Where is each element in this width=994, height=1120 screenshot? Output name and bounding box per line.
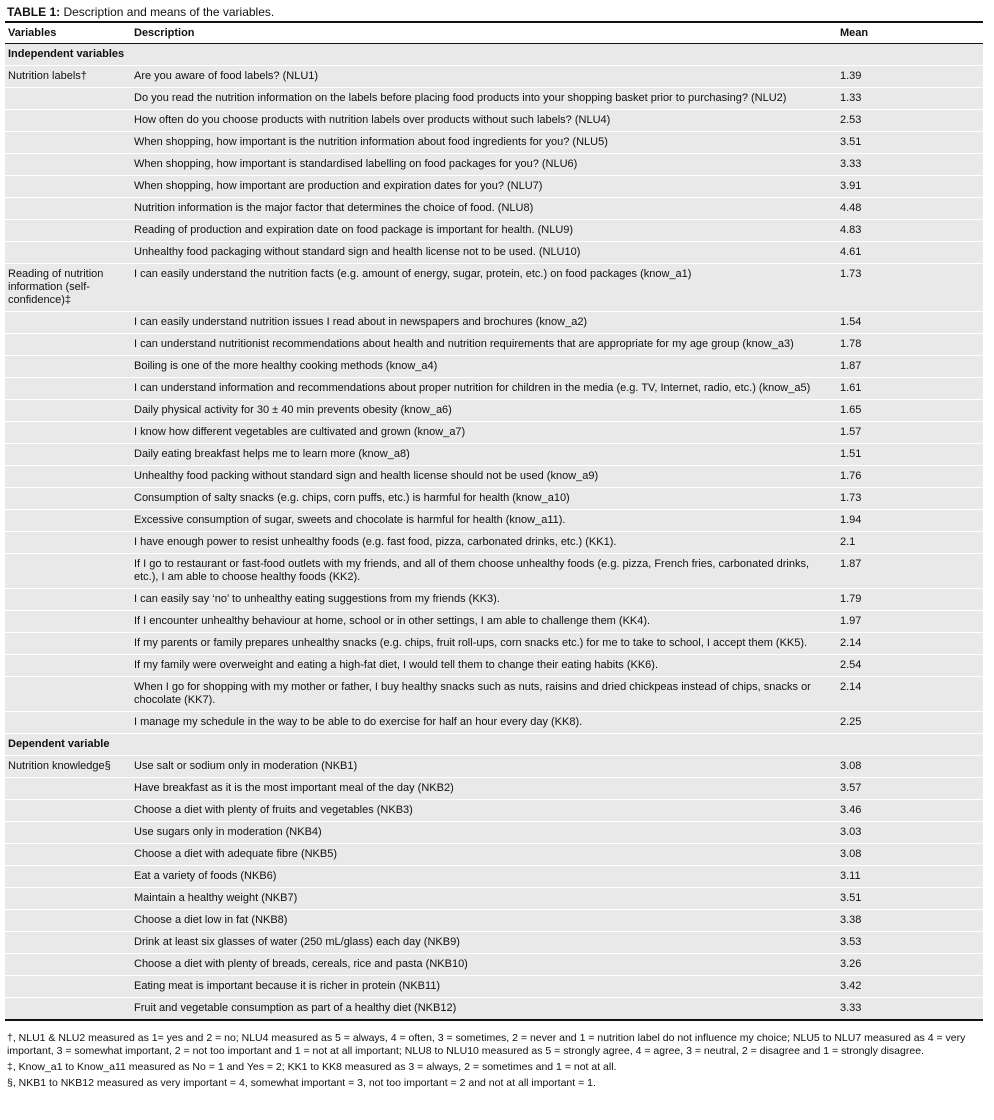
mean-cell: 2.1 (840, 536, 856, 548)
description-cell: If my parents or family prepares unhealthy snacks (e.g. chips, fruit roll-ups, corn snacks etc.) for me to take to school, I accept them (KK5). (134, 637, 808, 649)
description-cell: If my family were overweight and eating a high-fat diet, I would tell them to change their eating habits (KK6). (134, 659, 658, 671)
mean-cell: 1.57 (840, 426, 862, 438)
description-cell: Reading of production and expiration date on food package is important for health. (NLU9) (134, 224, 574, 236)
description-cell: I can easily understand the nutrition facts (e.g. amount of energy, sugar, protein, etc.) on food packages (know_a1) (134, 268, 692, 280)
variable-cell (5, 110, 131, 132)
variable-cell (5, 132, 131, 154)
table-row (5, 198, 983, 220)
variable-cell (5, 198, 131, 220)
table-row (5, 866, 983, 888)
table-row (5, 532, 983, 554)
description-cell: Unhealthy food packaging without standard sign and health license not to be used. (NLU10) (134, 246, 581, 258)
footnote-dagger: †, NLU1 & NLU2 measured as 1= yes and 2 = no; NLU4 measured as 5 = always, 4 = often, 3 = sometimes, 2 = never and 1 = nutrition label do not influence my choice; NLU5 to NLU7 measured as 4 = very important, 3 = somewhat important, 2 = not too important and 1 = not at all important; NLU8 to NLU10 measured as 5 = strongly agree, 4 = agree, 3 = neutral, 2 = disagree and 1 = strongly disagree. (7, 1032, 966, 1057)
mean-cell: 1.54 (840, 316, 862, 328)
table-row (5, 176, 983, 198)
description-cell: Nutrition information is the major factor that determines the choice of food. (NLU8) (134, 202, 534, 214)
table-row (5, 132, 983, 154)
variable-cell (5, 422, 131, 444)
table-row (5, 422, 983, 444)
mean-cell: 3.46 (840, 804, 862, 816)
mean-cell: 3.51 (840, 892, 862, 904)
table-row (5, 110, 983, 132)
variable-cell (5, 488, 131, 510)
description-cell: When shopping, how important is the nutrition information about food ingredients for you? (NLU5) (134, 136, 608, 148)
variable-cell (5, 220, 131, 242)
variable-cell (5, 312, 131, 334)
variable-cell (5, 800, 131, 822)
table-row (5, 510, 983, 532)
description-cell: Boiling is one of the more healthy cooking methods (know_a4) (134, 360, 438, 372)
description-cell: I have enough power to resist unhealthy foods (e.g. fast food, pizza, carbonated drinks, etc.) (KK1). (134, 536, 617, 548)
mean-cell: 1.61 (840, 382, 862, 394)
table-row (5, 589, 983, 611)
description-cell: Choose a diet with adequate fibre (NKB5) (134, 848, 338, 860)
table-row (5, 822, 983, 844)
table-row (5, 756, 983, 778)
description-cell: Eat a variety of foods (NKB6) (134, 870, 277, 882)
description-cell: Have breakfast as it is the most important meal of the day (NKB2) (134, 782, 454, 794)
mean-cell: 1.79 (840, 593, 862, 605)
description-cell: When shopping, how important are production and expiration dates for you? (NLU7) (134, 180, 543, 192)
table-row (5, 356, 983, 378)
table-row (5, 910, 983, 932)
mean-cell: 2.53 (840, 114, 862, 126)
table-row (5, 154, 983, 176)
mean-cell: 2.54 (840, 659, 862, 671)
variable-cell (5, 88, 131, 110)
description-cell: I can understand nutritionist recommendations about health and nutrition requirements that are appropriate for my age group (know_a3) (134, 338, 794, 350)
mean-cell: 3.33 (840, 1002, 862, 1014)
mean-cell: 1.39 (840, 70, 862, 82)
mean-cell: 2.14 (840, 681, 862, 693)
mean-cell: 4.83 (840, 224, 862, 236)
description-cell: Choose a diet with plenty of breads, cereals, rice and pasta (NKB10) (134, 958, 468, 970)
variable-cell (5, 778, 131, 800)
mean-cell: 3.57 (840, 782, 862, 794)
mean-cell: 1.33 (840, 92, 862, 104)
mean-cell: 4.48 (840, 202, 862, 214)
description-cell: If I encounter unhealthy behaviour at home, school or in other settings, I am able to challenge them (KK4). (134, 615, 651, 627)
mean-cell: 4.61 (840, 246, 862, 258)
mean-cell: 3.38 (840, 914, 862, 926)
mean-cell: 2.14 (840, 637, 862, 649)
description-cell: Do you read the nutrition information on the labels before placing food products into your shopping basket prior to purchasing? (NLU2) (134, 92, 787, 104)
description-cell: Excessive consumption of sugar, sweets and chocolate is harmful for health (know_a11). (134, 514, 566, 526)
description-cell: Choose a diet with plenty of fruits and vegetables (NKB3) (134, 804, 413, 816)
table-row (5, 888, 983, 910)
variable-cell (5, 532, 131, 554)
table-row (5, 932, 983, 954)
variable-cell (5, 444, 131, 466)
table-row (5, 378, 983, 400)
section-title: Independent variables (8, 48, 125, 60)
variable-cell (5, 510, 131, 532)
mean-cell: 2.25 (840, 716, 862, 728)
variable-cell (5, 910, 131, 932)
mean-cell: 3.08 (840, 760, 862, 772)
header-mean: Mean (822, 22, 983, 44)
description-cell: I can easily understand nutrition issues I read about in newspapers and brochures (know_a2) (134, 316, 588, 328)
table-row (5, 633, 983, 655)
description-cell: Daily eating breakfast helps me to learn more (know_a8) (134, 448, 410, 460)
caption-text: Description and means of the variables. (60, 5, 275, 19)
description-cell: When shopping, how important is standardised labelling on food packages for you? (NLU6) (134, 158, 578, 170)
table-row (5, 312, 983, 334)
mean-cell: 1.78 (840, 338, 862, 350)
header-variables: Variables (5, 22, 131, 44)
variable-cell (5, 611, 131, 633)
section-row (5, 734, 983, 756)
mean-cell: 1.76 (840, 470, 862, 482)
variable-cell (5, 822, 131, 844)
caption-label: TABLE 1: (7, 5, 61, 19)
table-row (5, 220, 983, 242)
footnote-double-dagger: ‡, Know_a1 to Know_a11 measured as No = 1 and Yes = 2; KK1 to KK8 measured as 3 = always, 2 = sometimes and 1 = not at all. (7, 1061, 617, 1073)
description-cell: Are you aware of food labels? (NLU1) (134, 70, 319, 82)
table-row (5, 655, 983, 677)
table-row (5, 954, 983, 976)
variable-cell (5, 712, 131, 734)
mean-cell: 3.03 (840, 826, 862, 838)
variable-cell (5, 356, 131, 378)
description-cell: Drink at least six glasses of water (250 mL/glass) each day (NKB9) (134, 936, 460, 948)
variable-cell (5, 154, 131, 176)
mean-cell: 3.42 (840, 980, 862, 992)
mean-cell: 1.65 (840, 404, 862, 416)
table-row (5, 264, 983, 312)
variable-cell (5, 554, 131, 589)
variable-cell (5, 400, 131, 422)
mean-cell: 3.51 (840, 136, 862, 148)
description-cell: Fruit and vegetable consumption as part of a healthy diet (NKB12) (134, 1002, 457, 1014)
variable-cell (5, 932, 131, 954)
variable-cell (5, 589, 131, 611)
table-row (5, 554, 983, 589)
table-row (5, 677, 983, 712)
table-row (5, 800, 983, 822)
header-description: Description (131, 22, 822, 44)
description-cell: Use sugars only in moderation (NKB4) (134, 826, 322, 838)
variable-cell (5, 888, 131, 910)
table-caption (7, 5, 274, 19)
mean-cell: 1.73 (840, 492, 862, 504)
table-row (5, 998, 983, 1021)
mean-cell: 1.87 (840, 360, 862, 372)
variable-cell (5, 378, 131, 400)
table-row (5, 466, 983, 488)
variable-cell: Nutrition knowledge§ (8, 760, 111, 772)
description-cell: I manage my schedule in the way to be able to do exercise for half an hour every day (KK8). (134, 716, 583, 728)
mean-cell: 1.87 (840, 558, 862, 570)
description-cell: If I go to restaurant or fast-food outlets with my friends, and all of them choose unhealthy foods (e.g. pizza, French fries, carbonated drinks, etc.), I am able to choose healthy foods (KK2). (134, 558, 810, 583)
description-cell: When I go for shopping with my mother or father, I buy healthy snacks such as nuts, raisins and dried chickpeas instead of chips, snacks or chocolate (KK7). (134, 681, 811, 706)
section-title: Dependent variable (8, 738, 110, 750)
table-row (5, 778, 983, 800)
variable-cell (5, 954, 131, 976)
mean-cell: 1.73 (840, 268, 862, 280)
table-row (5, 976, 983, 998)
variable-cell (5, 633, 131, 655)
description-cell: I know how different vegetables are cultivated and grown (know_a7) (134, 426, 466, 438)
variable-cell (5, 176, 131, 198)
variable-cell: Nutrition labels† (8, 70, 87, 82)
table-row (5, 611, 983, 633)
description-cell: I can understand information and recommendations about proper nutrition for children in the media (e.g. TV, Internet, radio, etc.) (know_a5) (134, 382, 811, 394)
variable-cell (5, 998, 131, 1021)
variable-cell: Reading of nutrition information (self-confidence)‡ (8, 268, 104, 306)
mean-cell: 3.91 (840, 180, 862, 192)
variable-cell (5, 677, 131, 712)
table-row (5, 66, 983, 88)
description-cell: Maintain a healthy weight (NKB7) (134, 892, 298, 904)
variables-table (5, 21, 983, 1021)
mean-cell: 1.51 (840, 448, 862, 460)
variable-cell (5, 844, 131, 866)
section-row (5, 44, 983, 66)
description-cell: Daily physical activity for 30 ± 40 min prevents obesity (know_a6) (134, 404, 452, 416)
description-cell: Consumption of salty snacks (e.g. chips, corn puffs, etc.) is harmful for health (know_a10) (134, 492, 570, 504)
table-row (5, 712, 983, 734)
header-row (5, 22, 983, 44)
description-cell: Choose a diet low in fat (NKB8) (134, 914, 288, 926)
mean-cell: 3.53 (840, 936, 862, 948)
description-cell: Eating meat is important because it is richer in protein (NKB11) (134, 980, 441, 992)
variable-cell (5, 242, 131, 264)
table-row (5, 334, 983, 356)
table-row (5, 444, 983, 466)
mean-cell: 1.94 (840, 514, 862, 526)
variable-cell (5, 866, 131, 888)
variable-cell (5, 976, 131, 998)
table-row (5, 488, 983, 510)
mean-cell: 3.11 (840, 870, 861, 882)
variable-cell (5, 466, 131, 488)
table-row (5, 844, 983, 866)
mean-cell: 1.97 (840, 615, 862, 627)
table-row (5, 242, 983, 264)
footnotes (7, 1032, 987, 1093)
mean-cell: 3.08 (840, 848, 862, 860)
description-cell: How often do you choose products with nutrition labels over products without such labels? (NLU4) (134, 114, 611, 126)
description-cell: Use salt or sodium only in moderation (NKB1) (134, 760, 358, 772)
mean-cell: 3.33 (840, 158, 862, 170)
description-cell: I can easily say ‘no’ to unhealthy eating suggestions from my friends (KK3). (134, 593, 500, 605)
variable-cell (5, 334, 131, 356)
table-row (5, 88, 983, 110)
footnote-section: §, NKB1 to NKB12 measured as very important = 4, somewhat important = 3, not too important = 2 and not at all important = 1. (7, 1077, 596, 1089)
mean-cell: 3.26 (840, 958, 862, 970)
table-row (5, 400, 983, 422)
variable-cell (5, 655, 131, 677)
description-cell: Unhealthy food packing without standard sign and health license should not be used (know_a9) (134, 470, 599, 482)
